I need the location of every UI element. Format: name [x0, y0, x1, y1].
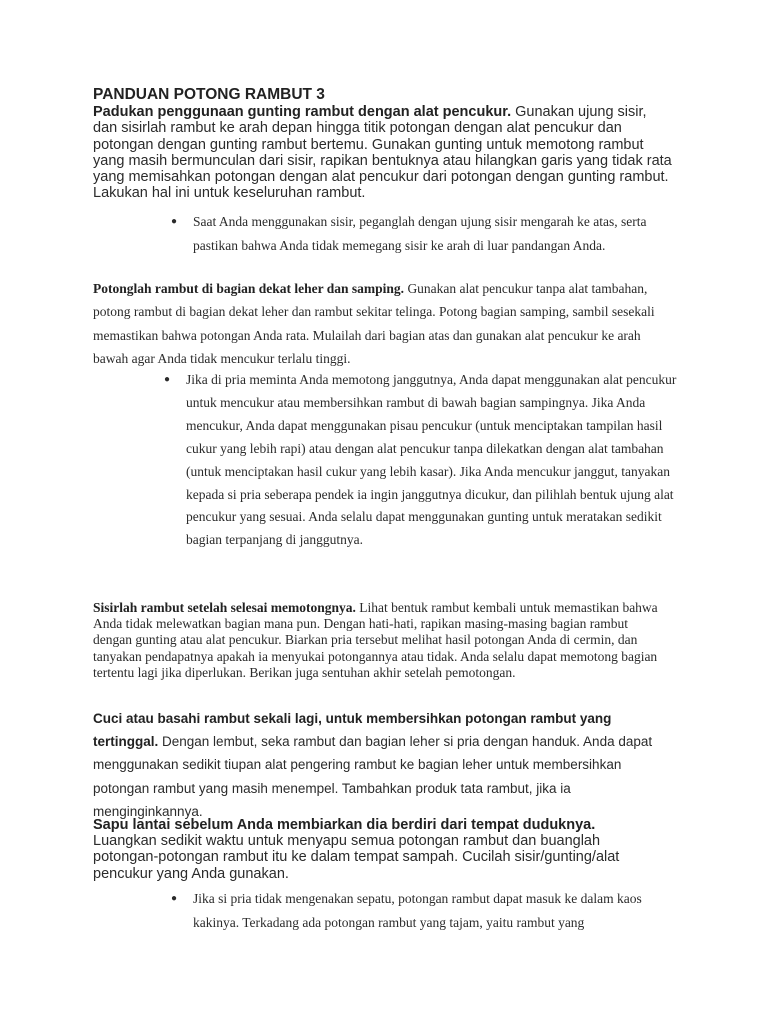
section-4-body: Dengan lembut, seka rambut dan bagian leher si pria dengan handuk. Anda dapat menggunakan sedikit tiupan alat pengering rambut ke bagian leher untuk membersihkan potongan rambut yang masih menempel. Tambahkan produk tata rambut, jika ia menginginkannya. — [93, 734, 653, 819]
bullet-icon: ● — [164, 374, 171, 385]
section-1-heading: Padukan penggunaan gunting rambut dengan alat pencukur. — [93, 104, 512, 120]
bullet-icon: ● — [171, 893, 178, 904]
section-3-heading: Sisirlah rambut setelah selesai memotongnya. — [93, 600, 356, 615]
section-5-bullet-text: Jika si pria tidak mengenakan sepatu, potongan rambut dapat masuk ke dalam kaos kakinya. Terkadang ada potongan rambut yang tajam, yaitu rambut yang — [193, 891, 642, 930]
section-3-body: Lihat bentuk rambut kembali untuk memastikan bahwa Anda tidak melewatkan bagian mana pun. Dengan hati-hati, rapikan masing-masing bagian rambut dengan gunting atau alat pencukur. Biarkan pria tersebut melihat hasil potongan Anda di cermin, dan tanyakan pendapatnya apakah ia menyukai potongannya atau tidak. Anda selalu dapat memotong bagian tertentu lagi jika diperlukan. Berikan juga sentuhan akhir setelah pemotongan. — [93, 600, 658, 680]
section-4-paragraph — [93, 707, 673, 823]
section-5-paragraph — [93, 817, 653, 882]
section-5-bullet — [171, 887, 683, 935]
section-2-paragraph — [93, 277, 678, 370]
section-1-paragraph — [93, 104, 673, 202]
section-1-bullet-text: Saat Anda menggunakan sisir, peganglah dengan ujung sisir mengarah ke atas, serta pastikan bahwa Anda tidak memegang sisir ke arah di luar pandangan Anda. — [193, 214, 647, 253]
section-4-heading: Cuci atau basahi rambut sekali lagi, untuk membersihkan potongan rambut yang tertinggal. — [93, 711, 612, 750]
document-title: PANDUAN POTONG RAMBUT 3 — [93, 86, 325, 103]
section-2-bullet-text: Jika di pria meminta Anda memotong janggutnya, Anda dapat menggunakan alat pencukur untuk mencukur atau membersihkan rambut di bawah bagian sampingnya. Jika Anda mencukur, Anda dapat menggunakan pisau pencukur (untuk menciptakan tampilan hasil cukur yang lebih rapi) atau dengan alat pencukur tanpa dilekatkan dengan alat tambahan (untuk menciptakan hasil cukur yang lebih kasar). Jika Anda mencukur janggut, tanyakan kepada si pria seberapa pendek ia ingin janggutnya dicukur, dan pilihlah bentuk ujung alat pencukur yang sesuai. Anda selalu dapat menggunakan gunting untuk meratakan sedikit bagian terpanjang di janggutnya. — [186, 372, 677, 548]
section-1-body: Gunakan ujung sisir, dan sisirlah rambut ke arah depan hingga titik potongan dengan alat pencukur dan potongan dengan gunting rambut bertemu. Gunakan gunting untuk memotong rambut yang masih bermunculan dari sisir, rapikan bentuknya atau hilangkan garis yang tidak rata yang memisahkan potongan dengan alat pencukur dari potongan dengan gunting rambut. Lakukan hal ini untuk keseluruhan rambut. — [93, 104, 672, 202]
section-3-paragraph — [93, 600, 663, 681]
section-2-heading: Potonglah rambut di bagian dekat leher dan samping. — [93, 281, 405, 296]
bullet-icon: ● — [171, 216, 178, 227]
section-2-bullet — [164, 369, 686, 552]
section-5-heading: Sapu lantai sebelum Anda membiarkan dia berdiri dari tempat duduknya. — [93, 817, 596, 833]
section-1-bullet — [171, 210, 663, 257]
section-5-body: Luangkan sedikit waktu untuk menyapu semua potongan rambut dan buanglah potongan-potongan rambut itu ke dalam tempat sampah. Cucilah sisir/gunting/alat pencukur yang Anda gunakan. — [93, 833, 620, 882]
section-2-body: Gunakan alat pencukur tanpa alat tambahan, potong rambut di bagian dekat leher dan rambut sekitar telinga. Potong bagian samping, sambil sesekali memastikan bahwa potongan Anda rata. Mulailah dari bagian atas dan gunakan alat pencukur ke arah bawah agar Anda tidak mencukur terlalu tinggi. — [93, 281, 655, 366]
